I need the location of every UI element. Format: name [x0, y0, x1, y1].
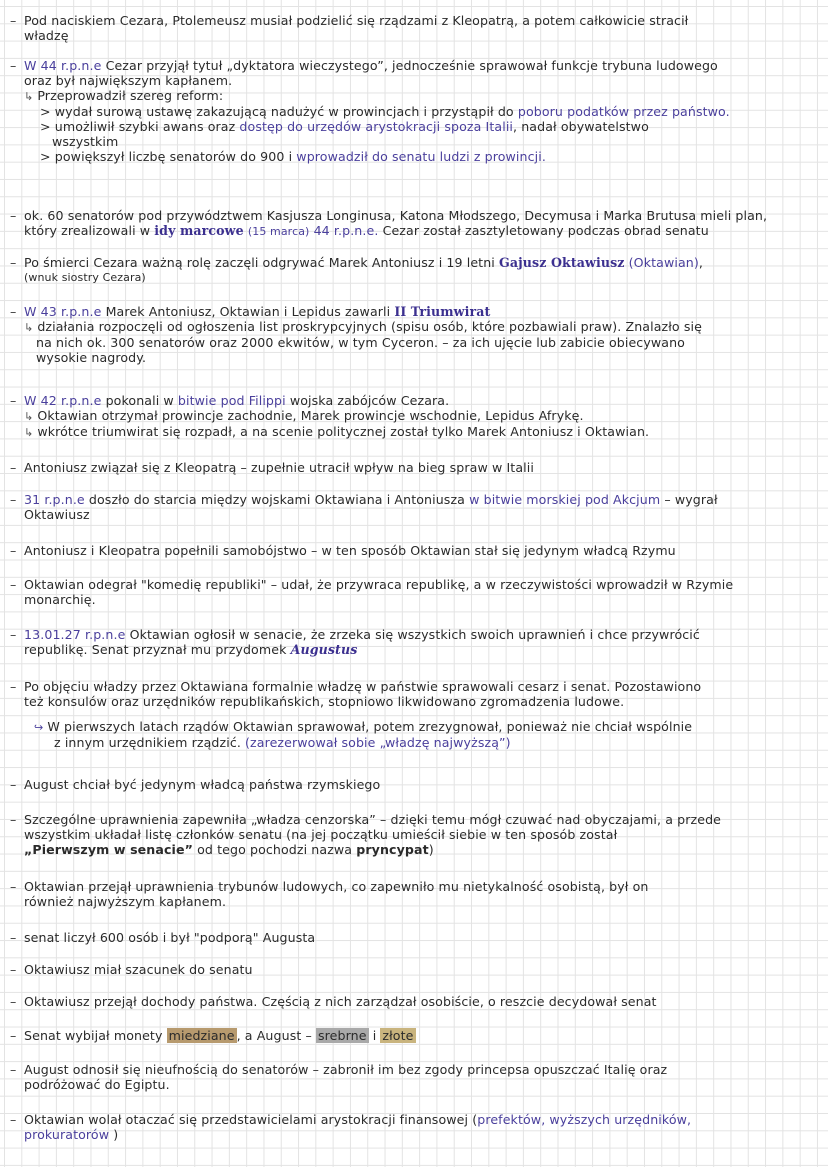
- note-text: Antoniusz i Kleopatra popełnili samobójstwo – w ten sposób Oktawian stał się jedynym władcą Rzymu: [24, 543, 676, 558]
- note-highlight: prokuratorów: [24, 1127, 110, 1142]
- reform-highlight: poboru podatków przez państwo.: [517, 104, 730, 119]
- note-text: wkrótce triumwirat się rozpadł, a na scenie politycznej został tylko Marek Antoniusz i Oktawian.: [37, 424, 650, 439]
- note-text: oraz był największym kapłanem.: [24, 73, 233, 88]
- note-text: pokonali w: [105, 393, 178, 408]
- note-jedyny-wladca: [10, 777, 815, 792]
- highlight-gold: złote: [382, 1028, 414, 1043]
- note-text: działania rozpoczęli od ogłoszenia list proskrypcyjnych (spisu osób, które pozbawiali praw). Znalazło się: [37, 319, 702, 334]
- highlight-copper: miedziane: [168, 1028, 235, 1043]
- dash-bullet: –: [10, 962, 17, 977]
- note-text: Oktawian odegrał "komedię republiki" – udał, że przywraca republikę, a w rzeczywistości wprowadził w Rzymie: [24, 577, 734, 592]
- note-text: ok. 60 senatorów pod przywództwem Kasjusza Longinusa, Katona Młodszego, Decymusa i Marka Brutusa mieli plan,: [24, 208, 768, 223]
- note-text: i: [368, 1028, 381, 1043]
- note-text: ): [113, 1127, 119, 1142]
- note-idy-marcowe: [10, 208, 815, 239]
- note-trybuni: [10, 879, 815, 909]
- sub-arrow-icon: ↳: [24, 410, 34, 423]
- bullet-icon: >: [40, 149, 51, 164]
- note-text: August odnosił się nieufnością do senatorów – zabronił im bez zgody princepsa opuszczać Italię oraz: [24, 1062, 668, 1077]
- note-nieufnosc: [10, 1062, 815, 1092]
- note-text: Oktawian otrzymał prowincje zachodnie, Marek prowincje wschodnie, Lepidus Afrykę.: [37, 408, 584, 423]
- note-text: wojska zabójców Cezara.: [289, 393, 450, 408]
- note-text: Oktawian wolał otaczać się przedstawicielami arystokracji finansowej (: [24, 1112, 478, 1127]
- battle-highlight: w bitwie morskiej pod Akcjum: [469, 492, 661, 507]
- bullet-icon: >: [40, 119, 51, 134]
- note-senat-600: [10, 930, 815, 945]
- reform-text: wydał surową ustawę zakazującą nadużyć w prowincjach i przystąpił do: [54, 104, 518, 119]
- dash-bullet: –: [10, 577, 17, 592]
- note-objecie-wladzy: [10, 679, 815, 750]
- note-text: W pierwszych latach rządów Oktawian sprawował, potem zrezygnował, ponieważ nie chciał wspólnie: [47, 719, 693, 734]
- note-text: Cezar przyjął tytuł „dyktatora wieczystego”, jednocześnie sprawował funkcje trybuna ludowego: [105, 58, 718, 73]
- dash-bullet: –: [10, 879, 17, 894]
- reform-text: , nadał obywatelstwo: [513, 119, 649, 134]
- note-ptolemeusz: [10, 13, 815, 43]
- dash-bullet: –: [10, 543, 17, 558]
- reform-text: powiększył liczbę senatorów do 900 i: [54, 149, 297, 164]
- name-highlight: Gajusz Oktawiusz: [499, 255, 625, 270]
- note-akcjum: [10, 492, 815, 522]
- dash-bullet: –: [10, 1028, 17, 1043]
- dash-bullet: –: [10, 492, 17, 507]
- note-text: wszystkim układał listę członków senatu (na jej początku umieścił siebie w ten sposób został: [24, 827, 618, 842]
- note-text: również najwyższym kapłanem.: [24, 894, 227, 909]
- note-text: Oktawian ogłosił w senacie, że zrzeka się wszystkich swoich uprawnień i chce przywrócić: [129, 627, 700, 642]
- note-text: Oktawiusz: [24, 507, 90, 522]
- dash-bullet: –: [10, 393, 17, 408]
- note-text: władzę: [24, 28, 69, 43]
- dash-bullet: –: [10, 1062, 17, 1077]
- date-label: W 44 r.p.n.e: [24, 58, 102, 73]
- note-text: Senat wybijał monety: [24, 1028, 167, 1043]
- note-text: Antoniusz związał się z Kleopatrą – zupełnie utracił wpływ na bieg spraw w Italii: [24, 460, 534, 475]
- note-text: z innym urzędnikiem rządzić.: [54, 735, 246, 750]
- note-dyktator: [10, 58, 815, 164]
- sub-arrow-icon: ↳: [24, 426, 34, 439]
- sub-arrow-icon: ↳: [24, 90, 34, 103]
- note-text: wysokie nagrody.: [36, 350, 147, 365]
- reform-highlight: dostęp do urzędów arystokracji spoza Italii: [239, 119, 514, 134]
- sub-heading: Przeprowadził szereg reform:: [37, 88, 224, 103]
- dash-bullet: –: [10, 627, 17, 642]
- note-dochody: [10, 994, 815, 1009]
- dash-bullet: –: [10, 679, 17, 694]
- note-text: , a August –: [236, 1028, 316, 1043]
- note-text: który zrealizowali w: [24, 223, 155, 238]
- note-text: ,: [698, 255, 703, 270]
- date-label: W 42 r.p.n.e: [24, 393, 102, 408]
- dash-bullet: –: [10, 208, 17, 223]
- note-text: Marek Antoniusz, Oktawian i Lepidus zawarli: [105, 304, 391, 319]
- note-augustus: [10, 627, 815, 657]
- pierwszy-w-senacie: „Pierwszym w senacie”: [24, 842, 193, 857]
- note-text: podróżować do Egiptu.: [24, 1077, 170, 1092]
- date-label: 13.01.27 r.p.n.e: [24, 627, 126, 642]
- bullet-icon: >: [40, 104, 51, 119]
- note-monety: [10, 1028, 815, 1043]
- dash-bullet: –: [10, 994, 17, 1009]
- dash-bullet: –: [10, 1112, 17, 1127]
- note-wladza-cenzorska: [10, 812, 815, 857]
- note-highlight: prefektów, wyższych urzędników,: [477, 1112, 692, 1127]
- note-highlight: (zarezerwował sobie „władzę najwyższą”): [245, 735, 511, 750]
- dash-bullet: –: [10, 304, 17, 319]
- highlight-silver: srebrne: [318, 1028, 367, 1043]
- date-label: 31 r.p.n.e: [24, 492, 85, 507]
- sub-arrow-icon: ↳: [24, 321, 34, 334]
- curl-arrow-icon: ↪: [34, 721, 44, 734]
- dash-bullet: –: [10, 58, 17, 73]
- reform-text: wszystkim: [52, 134, 119, 149]
- note-text: Po śmierci Cezara ważną rolę zaczęli odgrywać Marek Antoniusz i 19 letni: [24, 255, 499, 270]
- note-text: Cezar został zasztyletowany podczas obrad senatu: [382, 223, 709, 238]
- note-text: Szczególne uprawnienia zapewniła „władza cenzorska” – dzięki temu mógł czuwać nad obyczajami, a przede: [24, 812, 722, 827]
- note-text: republikę. Senat przyznał mu przydomek: [24, 642, 291, 657]
- note-text: od tego pochodzi nazwa: [197, 842, 353, 857]
- dash-bullet: –: [10, 13, 17, 28]
- note-text: August chciał być jedynym władcą państwa rzymskiego: [24, 777, 381, 792]
- note-text: (wnuk siostry Cezara): [24, 271, 146, 284]
- note-text: też konsulów oraz urzędników republikańskich, stopniowo likwidowano zgromadzenia ludowe.: [24, 694, 625, 709]
- note-text: Po objęciu władzy przez Oktawiana formalnie władzę w państwie sprawowali cesarz i senat. Pozostawiono: [24, 679, 702, 694]
- dash-bullet: –: [10, 930, 17, 945]
- name-paren: (Oktawian): [628, 255, 699, 270]
- battle-highlight: bitwie pod Filippi: [177, 393, 286, 408]
- note-text: Oktawiusz miał szacunek do senatu: [24, 962, 253, 977]
- dash-bullet: –: [10, 812, 17, 827]
- augustus-title: Augustus: [290, 642, 358, 657]
- note-text: senat liczył 600 osób i był "podporą" Augusta: [24, 930, 316, 945]
- note-arystokracja-finansowa: [10, 1112, 815, 1142]
- note-ii-triumwirat: [10, 304, 815, 365]
- note-antoniusz-kleopatra: [10, 460, 815, 475]
- pryncypat-label: pryncypat: [356, 842, 429, 857]
- note-text: na nich ok. 300 senatorów oraz 2000 ekwitów, w tym Cyceron. – za ich ujęcie lub zabicie obiecywano: [36, 335, 685, 350]
- dash-bullet: –: [10, 777, 17, 792]
- date-label: W 43 r.p.n.e: [24, 304, 102, 319]
- dash-bullet: –: [10, 255, 17, 270]
- reform-text: umożliwił szybki awans oraz: [54, 119, 240, 134]
- note-komedia-republiki: [10, 577, 815, 607]
- date-paren: (15 marca): [247, 225, 310, 238]
- idy-marcowe-label: idy marcowe: [154, 223, 244, 238]
- note-text: ): [428, 842, 434, 857]
- dash-bullet: –: [10, 460, 17, 475]
- note-filippi: [10, 393, 815, 440]
- note-text: Oktawian przejął uprawnienia trybunów ludowych, co zapewniło mu nietykalność osobistą, był on: [24, 879, 649, 894]
- note-samobojstwo: [10, 543, 815, 558]
- note-text: doszło do starcia między wojskami Oktawiana i Antoniusza: [88, 492, 470, 507]
- note-smierc-cezara: [10, 255, 815, 285]
- note-text: Oktawiusz przejął dochody państwa. Częścią z nich zarządzał osobiście, o reszcie decydował senat: [24, 994, 657, 1009]
- triumvirate-label: II Triumwirat: [394, 304, 491, 319]
- reform-highlight: wprowadził do senatu ludzi z prowincji.: [296, 149, 546, 164]
- date-label: 44 r.p.n.e.: [313, 223, 379, 238]
- note-text: – wygrał: [664, 492, 718, 507]
- note-text: monarchię.: [24, 592, 96, 607]
- note-szacunek: [10, 962, 815, 977]
- note-text: Pod naciskiem Cezara, Ptolemeusz musiał podzielić się rządzami z Kleopatrą, a potem całkowicie stracił: [24, 13, 689, 28]
